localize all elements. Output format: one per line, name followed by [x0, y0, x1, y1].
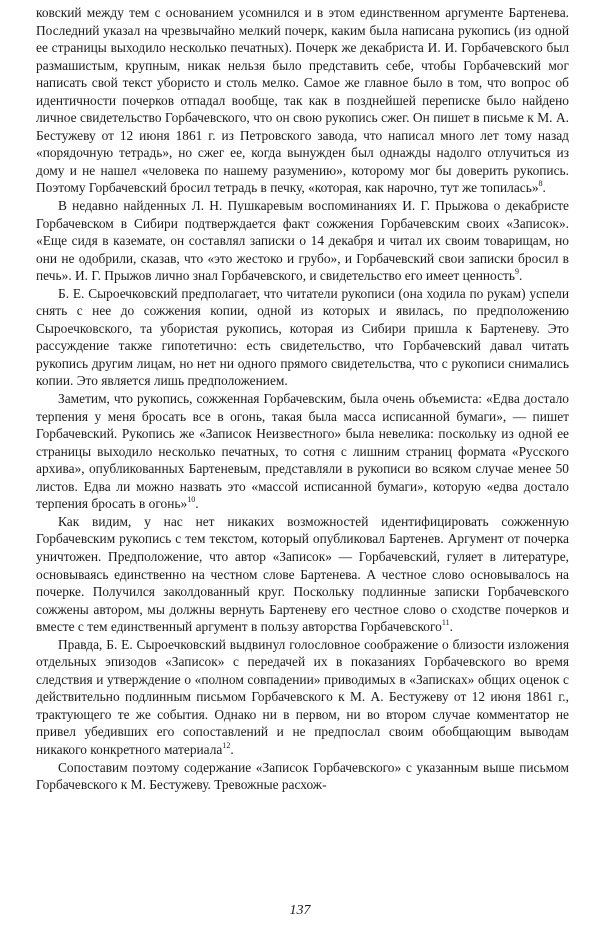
paragraph-text-end: .	[195, 496, 199, 512]
footnote-ref-12: 12	[222, 740, 231, 750]
paragraph-text: В недавно найденных Л. Н. Пушкаревым воспоминаниях И. Г. Прыжова о декабристе Горбачевском в Сибири подтверждается факт сожжения Горбачевским своих «Записок». «Еще сидя в каземате, он составлял записки о 14 декабря и читал их своим товарищам, но они не одобрили, сказав, что «это жестоко и грубо», и Горбачевский свои записки бросил в печь». И. Г. Прыжов лично знал Горбачевского, и свидетельство его имеет ценность	[36, 198, 569, 284]
paragraph-text: Б. Е. Сыроечковский предполагает, что читатели рукописи (она ходила по рукам) успели снять с нее до сожжения копии, одной из которых и явилась, по предположению Сыроечковского, та убористая рукопись, которая из Сибири пришла к Бартеневу. Это рассуждение также гипотетично: есть свидетельство, что Горбачевский давал читать рукопись другим лицам, но нет ни одного прямого свидетельства, что с рукописи снимались копии. Это является лишь предположением.	[36, 285, 569, 389]
paragraph-3	[36, 285, 569, 390]
paragraph-5	[36, 513, 569, 636]
footnote-ref-8: 8	[538, 179, 543, 189]
footnote-ref-10: 10	[187, 495, 196, 505]
paragraph-4	[36, 390, 569, 513]
paragraph-text-end: .	[230, 741, 234, 757]
paragraph-text: Заметим, что рукопись, сожженная Горбачевским, была очень объемиста: «Едва достало терпения у меня бросать все в огонь, такая была масса исписанной бумаги», — пишет Горбачевский. Рукопись же «Записок Неизвестного» была невелика: поскольку из одной ее страницы выходило несколько печатных, то сотня с лишним страниц формата «Русского архива», опубликованных Бартеневым, представляли в рукописи во всяком случае менее 50 листов. Едва ли можно назвать это «массой исписанной бумаги», которую «едва достало терпения бросать в огонь»	[36, 391, 569, 512]
paragraph-7	[36, 759, 569, 794]
paragraph-text-end: .	[542, 180, 546, 196]
paragraph-1	[36, 4, 569, 197]
body-text	[36, 4, 569, 794]
paragraph-text: Как видим, у нас нет никаких возможностей идентифицировать сожженную Горбачевским рукопись с тем текстом, который опубликовал Бартенев. Аргумент от почерка уничтожен. Предположение, что автор «Записок» — Горбачевский, гуляет в литературе, основываясь единственно на честном слове Бартенева. А честное слово основывалось на почерке. Получился заколдованный круг. Поскольку подлинные записки Горбачевского сожжены автором, мы должны вернуть Бартеневу его честное слово о сходстве почерков и вместе с тем единственный аргумент в пользу авторства Горбачевского	[36, 513, 569, 635]
paragraph-2	[36, 197, 569, 285]
page-number: 137	[289, 903, 311, 918]
page-body	[36, 4, 569, 794]
footnote-ref-9: 9	[515, 267, 519, 277]
paragraph-text-end: .	[449, 619, 453, 635]
paragraph-text-end: .	[519, 268, 523, 284]
paragraph-text: Правда, Б. Е. Сыроечковский выдвинул голословное соображение о близости изложения отдельных эпизодов «Записок» с передачей их в показаниях Горбачевского во время следствия и утверждение о «полном совпадении» приводимых в «Записках» общих оценок с действительно подлинным письмом Горбачевского к М. А. Бестужеву от 12 июня 1861 г., трактующего те же события. Однако ни в первом, ни во втором случае комментатор не привел убедивших его сопоставлений и не предпослал своим обобщающим выводам никакого конкретного материала	[36, 636, 569, 757]
footnote-ref-11: 11	[441, 618, 450, 628]
paragraph-text: Сопоставим поэтому содержание «Записок Горбачевского» с указанным выше письмом Горбачевского к М. Бестужеву. Тревожные расхож-	[36, 759, 569, 793]
paragraph-6	[36, 636, 569, 759]
paragraph-text: ковский между тем с основанием усомнился и в этом единственном аргументе Бартенева. Последний указал на чрезвычайно мелкий почерк, каким была написана рукопись (из одной ее страницы выходило несколько печатных). Почерк же декабриста И. И. Горбачевского был размашистым, крупным, никак нельзя было представить себе, чтобы Горбачевский мог написать свой текст убористо и столь мелко. Самое же главное было в том, что вопрос об идентичности почерков отпадал вообще, так как в позднейшей переписке было найдено личное свидетельство Горбачевского, что он свою рукопись сжег. Он пишет в письме к М. А. Бестужеву от 12 июня 1861 г. из Петровского завода, что написал много лет тому назад «порядочную тетрадь», но сжег ее, когда вынужден был однажды надолго отлучиться из дому и не нашел «человека по нашему разумению», которому мог бы доверить рукопись. Поэтому Горбачевский бросил тетрадь в печку, «которая, как нарочно, тут же топилась»	[36, 5, 569, 196]
